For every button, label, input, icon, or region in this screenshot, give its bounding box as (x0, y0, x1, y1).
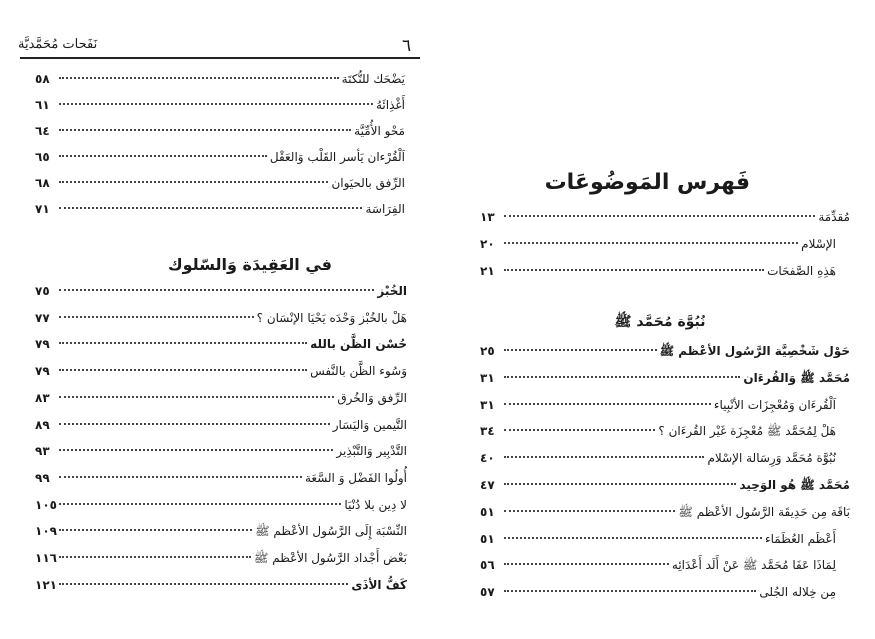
toc-entry-title: كَفُّ الأذَى (351, 577, 407, 592)
dot-leader (504, 215, 815, 217)
toc-entry (35, 547, 407, 569)
toc-entry-page: ١٠٥ (35, 497, 57, 512)
toc-entry-title: مُقدِّمَة (818, 210, 850, 224)
toc-entry-page: ٧٩ (35, 364, 50, 379)
toc-entry-title: حُسْن الظَّن بالله (310, 337, 407, 352)
toc-entry-title: مُحَمَّد ﷺ وَالقُرءَان (743, 370, 850, 385)
toc-entry (35, 360, 407, 382)
toc-entry (35, 387, 407, 409)
toc-entry-page: ٣٤ (480, 424, 495, 439)
toc-entry-page: ٧٥ (35, 284, 50, 298)
toc-entry-title: بَاقَة مِن حَدِيقَة الرَّسُول الأعْظم ﷺ (678, 504, 850, 519)
toc-entry-page: ٣١ (480, 370, 495, 385)
toc-entry-title: الرِّفق وَالخُرق (337, 390, 407, 405)
dot-leader (59, 103, 373, 105)
toc-entry-page: ١٣ (480, 210, 495, 224)
toc-entry (480, 528, 836, 550)
toc-entry-page: ٨٩ (35, 417, 50, 432)
dot-leader (504, 590, 756, 592)
toc-entry-title: النِّسْبَة إِلَى الرَّسُول الأعْظم ﷺ (255, 524, 407, 539)
toc-entry (35, 172, 405, 194)
toc-entry-page: ٦١ (35, 98, 50, 112)
toc-entry-page: ٣١ (480, 397, 495, 412)
toc-entry-title: نُبُوَّة مُحَمَّد وَرِسَالة الإسْلام (707, 451, 836, 466)
dot-leader (504, 483, 736, 485)
toc-entry (35, 94, 405, 116)
toc-entry-page: ٥١ (480, 504, 495, 519)
toc-entry (35, 440, 407, 462)
toc-entry (480, 420, 836, 442)
dot-leader (59, 503, 341, 505)
dot-leader (59, 77, 339, 79)
toc-entry-title: مَحْو الأُمِّيَّة (354, 124, 405, 138)
toc-entry-title: هَلْ لِمُحَمَّد ﷺ مُعْجِزَة غَيْر القُرءَان ؟ (658, 424, 836, 439)
toc-entry-title: الإسْلام (801, 237, 836, 251)
dot-leader (59, 155, 267, 157)
toc-entry (35, 467, 407, 489)
toc-entry (35, 494, 407, 516)
toc-entry-title: هَذِهِ الصَّفحَات (767, 264, 836, 278)
toc-entry-page: ٤٠ (480, 451, 495, 466)
toc-entry-title: الرِّفق بالحيَوان (331, 176, 405, 190)
toc-entry (35, 280, 407, 302)
dot-leader (504, 510, 675, 512)
toc-entry (35, 307, 407, 329)
toc-entry-title: مِن خِلاله الجُلى (759, 585, 836, 600)
toc-entry (480, 367, 850, 389)
toc-entry (480, 233, 836, 255)
toc-entry-page: ٢٥ (480, 344, 495, 358)
toc-entry-title: حَوْل شَخْصِيَّة الرَّسُول الأعْظم ﷺ (659, 344, 850, 358)
toc-entry (480, 260, 836, 282)
dot-leader (59, 423, 330, 425)
toc-entry-page: ٢٠ (480, 237, 495, 251)
dot-leader (59, 181, 328, 183)
dot-leader (59, 556, 251, 558)
toc-entry (35, 574, 407, 596)
toc-entry-title: اَلْقُرءَان وَمُعْجِزَات الأنْبِياء (713, 397, 836, 412)
toc-entry-title: اَلْقُرْءان يَأسر القَلْب وَالعَقْل (269, 150, 405, 164)
dot-leader (504, 403, 711, 405)
dot-leader (59, 342, 307, 344)
toc-entry-page: ٥١ (480, 531, 495, 546)
toc-entry (35, 146, 405, 168)
page-number: ٦ (402, 36, 412, 56)
toc-entry-title: الخُبْز (377, 284, 407, 298)
header-rule (20, 57, 420, 59)
toc-entry-page: ١٢١ (35, 577, 57, 592)
section-title-right: نُبُوَّة مُحَمَّد ﷺ (614, 314, 706, 330)
toc-entry-title: بَعْض أَجْداد الرَّسُول الأعْظم ﷺ (253, 551, 407, 565)
dot-leader (59, 529, 252, 531)
dot-leader (59, 316, 254, 318)
toc-entry-title: الفِرَاسَة (365, 202, 405, 216)
dot-leader (504, 429, 655, 431)
toc-entry-page: ٥٨ (35, 72, 50, 86)
dot-leader (504, 349, 657, 351)
toc-entry-page: ٧١ (35, 202, 50, 216)
toc-entry (480, 474, 850, 496)
dot-leader (59, 207, 362, 209)
toc-entry (35, 520, 407, 542)
toc-entry (480, 554, 836, 576)
dot-leader (504, 269, 764, 271)
toc-entry-title: وَسُوء الظَّن بالنَّفس (310, 364, 407, 379)
toc-entry (480, 394, 836, 416)
section-title-left: في العَقِيدَة وَالسّلوك (167, 255, 332, 274)
toc-entry (35, 68, 405, 90)
toc-entry-title: أُولُوا الفَضْل وَ السَّعَة (304, 470, 407, 485)
toc-entry-title: التَّدْبِير وَالتَّبْذِير (336, 444, 407, 459)
toc-entry-page: ٧٧ (35, 310, 50, 325)
toc-entry-page: ٦٥ (35, 150, 50, 164)
toc-entry-title: يَضْحَك للنُّكتَة (341, 72, 405, 86)
dot-leader (504, 376, 740, 378)
toc-entry-page: ١١٦ (35, 551, 57, 565)
dot-leader (59, 449, 333, 451)
dot-leader (59, 289, 374, 291)
index-main-title: فَهرس المَوضُوعَات (544, 170, 750, 195)
toc-entry-page: ٨٣ (35, 390, 50, 405)
toc-entry (35, 198, 405, 220)
toc-entry-page: ٩٣ (35, 444, 50, 459)
toc-entry (480, 581, 836, 603)
dot-leader (59, 369, 307, 371)
toc-entry-page: ٤٧ (480, 478, 495, 492)
dot-leader (504, 563, 669, 565)
toc-entry-title: أَعْظَم العُظَمَاء (765, 531, 836, 546)
toc-entry (35, 414, 407, 436)
dot-leader (59, 583, 348, 585)
toc-entry-page: ١٠٩ (35, 524, 57, 539)
toc-entry (480, 340, 850, 362)
running-title: نَفَحات مُحَمَّديَّة (18, 37, 98, 52)
toc-entry (35, 120, 405, 142)
toc-entry (480, 206, 850, 228)
toc-entry-page: ٦٨ (35, 176, 50, 190)
toc-entry-page: ٧٩ (35, 337, 50, 352)
toc-entry-page: ٩٩ (35, 470, 50, 485)
toc-entry-title: التَّيمين وَاليَسَار (332, 417, 407, 432)
toc-entry-title: هَلْ بالخُبْز وَحْدَه يَحْيَا الإنْسَان ؟ (256, 310, 407, 325)
toc-entry-title: أَغْذِائَهُ (375, 98, 405, 112)
toc-entry-title: مُحَمَّد ﷺ هُو الوَحِيد (739, 478, 850, 492)
dot-leader (59, 396, 334, 398)
toc-entry-title: لِمَاذَا عَفَا مُحَمَّد ﷺ عَنْ أَلَد أَعْدَائِه (671, 558, 836, 573)
toc-entry-page: ٦٤ (35, 124, 50, 138)
toc-entry-page: ٥٧ (480, 585, 495, 600)
toc-entry (480, 501, 850, 523)
toc-entry (480, 447, 836, 469)
dot-leader (504, 242, 798, 244)
toc-entry (35, 333, 407, 355)
toc-entry-title: لا دِين بلا دُنْيَا (344, 497, 407, 512)
dot-leader (504, 537, 762, 539)
toc-entry-page: ٢١ (480, 264, 495, 278)
toc-entry-page: ٥٦ (480, 558, 495, 573)
dot-leader (59, 129, 351, 131)
dot-leader (504, 456, 704, 458)
dot-leader (59, 476, 302, 478)
